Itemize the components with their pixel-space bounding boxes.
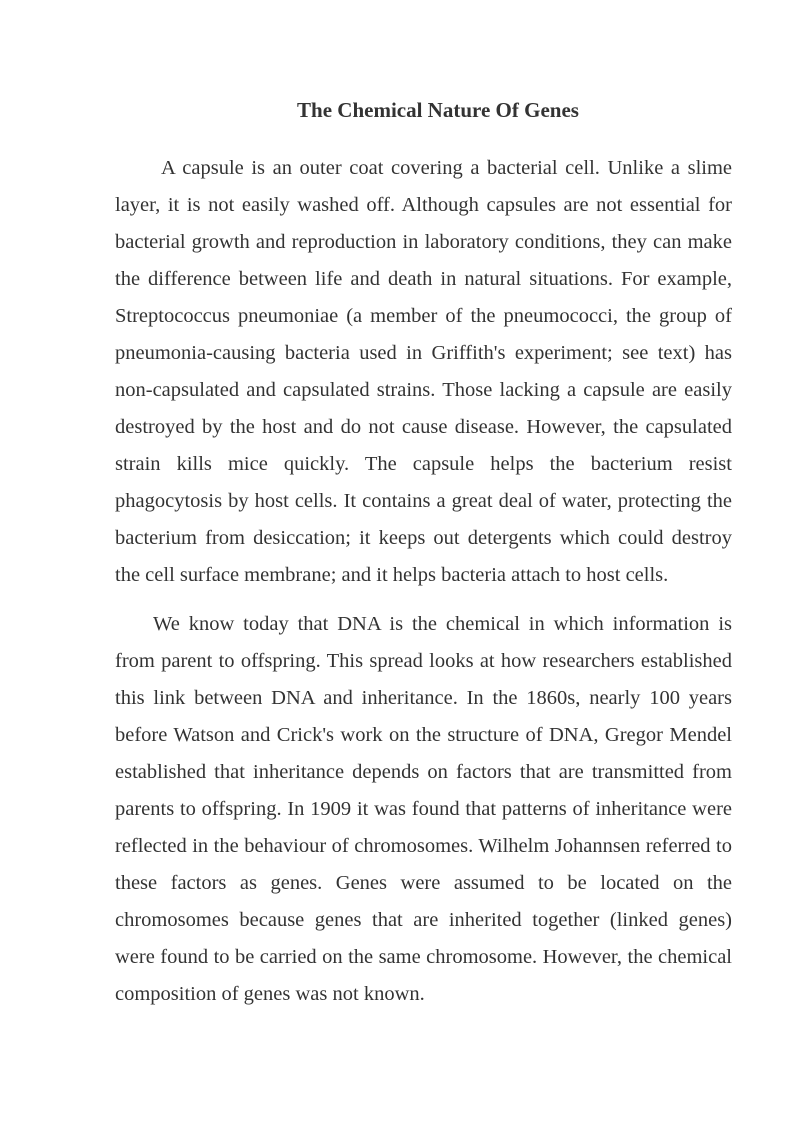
page-title: The Chemical Nature Of Genes	[297, 98, 579, 122]
paragraph-capsule: A capsule is an outer coat covering a bacterial cell. Unlike a slime layer, it is not easily washed off. Although capsules are not essential for bacterial growth and reproduction in laboratory conditions, they can make the difference between life and death in natural situations. For example, Streptococcus pneumoniae (a member of the pneumococci, the group of pneumonia-causing bacteria used in Griffith's experiment; see text) has non-capsulated and capsulated strains. Those lacking a capsule are easily destroyed by the host and do not cause disease. However, the capsulated strain kills mice quickly. The capsule helps the bacterium resist phagocytosis by host cells. It contains a great deal of water, protecting the bacterium from desiccation; it keeps out detergents which could destroy the cell surface membrane; and it helps bacteria attach to host cells.	[115, 157, 732, 586]
paragraph-dna-inheritance: We know today that DNA is the chemical in which information is from parent to offspring. This spread looks at how researchers established this link between DNA and inheritance. In the 1860s, nearly 100 years before Watson and Crick's work on the structure of DNA, Gregor Mendel established that inheritance depends on factors that are transmitted from parents to offspring. In 1909 it was found that patterns of inheritance were reflected in the behaviour of chromosomes. Wilhelm Johannsen referred to these factors as genes. Genes were assumed to be located on the chromosomes because genes that are inherited together (linked genes) were found to be carried on the same chromosome. However, the chemical composition of genes was not known.	[115, 613, 732, 1005]
document-body	[115, 150, 732, 1013]
